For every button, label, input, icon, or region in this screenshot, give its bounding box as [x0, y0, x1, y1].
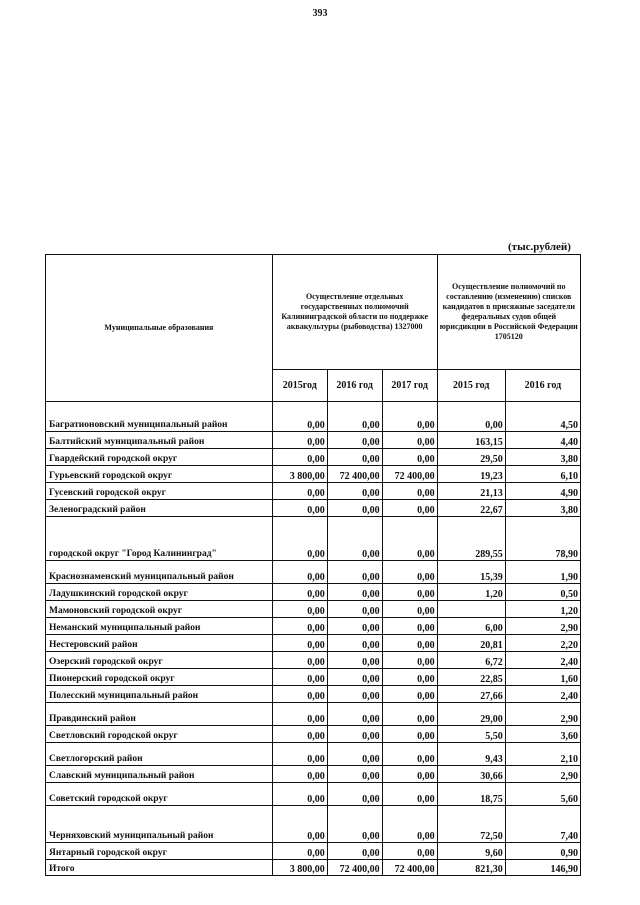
value-cell: 2,20	[505, 635, 580, 652]
value-cell: 2,90	[505, 618, 580, 635]
table-row	[46, 806, 581, 843]
header-group-jurors: Осуществление полномочий по составлению (изменению) списков кандидатов в присяжные заседатели федеральных судов общей юрисдикции в Российской Федерации 1705120	[437, 255, 580, 370]
value-cell: 0,00	[382, 601, 437, 618]
table-row	[46, 652, 581, 669]
value-cell: 2,40	[505, 686, 580, 703]
value-cell: 5,50	[437, 726, 505, 743]
municipality-name: Озерский городской округ	[46, 652, 273, 669]
value-cell: 22,85	[437, 669, 505, 686]
value-cell: 0,90	[505, 843, 580, 860]
value-cell: 0,00	[272, 726, 327, 743]
value-cell: 0,00	[272, 601, 327, 618]
value-cell: 6,72	[437, 652, 505, 669]
table-row	[46, 584, 581, 601]
municipality-name: городской округ "Город Калининград"	[46, 517, 273, 561]
municipality-name: Славский муниципальный район	[46, 766, 273, 783]
municipality-name: Ладушкинский городской округ	[46, 584, 273, 601]
value-cell: 0,00	[382, 402, 437, 432]
value-cell: 0,00	[437, 402, 505, 432]
value-cell: 0,00	[327, 618, 382, 635]
value-cell: 0,00	[327, 601, 382, 618]
value-cell: 19,23	[437, 466, 505, 483]
value-cell: 3,60	[505, 726, 580, 743]
table-row	[46, 500, 581, 517]
budget-table	[45, 254, 581, 876]
value-cell: 0,00	[382, 432, 437, 449]
value-cell: 0,00	[382, 517, 437, 561]
value-cell: 4,90	[505, 483, 580, 500]
value-cell: 2,90	[505, 703, 580, 726]
municipality-name: Гвардейский городской округ	[46, 449, 273, 466]
municipality-name: Советский городской округ	[46, 783, 273, 806]
table-row	[46, 561, 581, 584]
value-cell: 0,00	[382, 686, 437, 703]
value-cell: 4,40	[505, 432, 580, 449]
value-cell: 0,00	[382, 561, 437, 584]
table-row	[46, 766, 581, 783]
value-cell: 0,00	[272, 618, 327, 635]
value-cell: 22,67	[437, 500, 505, 517]
municipality-name: Светловский городской округ	[46, 726, 273, 743]
value-cell: 0,00	[327, 669, 382, 686]
value-cell: 0,00	[272, 743, 327, 766]
value-cell: 0,00	[272, 402, 327, 432]
value-cell: 20,81	[437, 635, 505, 652]
value-cell: 0,00	[382, 652, 437, 669]
table-row	[46, 449, 581, 466]
value-cell: 0,00	[272, 449, 327, 466]
value-cell: 0,00	[382, 703, 437, 726]
value-cell: 3,80	[505, 500, 580, 517]
value-cell: 0,00	[327, 561, 382, 584]
value-cell: 0,00	[382, 743, 437, 766]
value-cell: 0,00	[272, 561, 327, 584]
header-municipalities: Муниципальные образования	[46, 255, 273, 402]
page-number: 393	[312, 8, 328, 19]
table-body	[46, 402, 581, 876]
value-cell: 0,00	[272, 432, 327, 449]
municipality-name: Правдинский район	[46, 703, 273, 726]
value-cell: 0,00	[382, 843, 437, 860]
value-cell: 72 400,00	[382, 466, 437, 483]
header-year: 2015 год	[437, 370, 505, 402]
value-cell: 0,50	[505, 584, 580, 601]
value-cell: 0,00	[327, 726, 382, 743]
table-row	[46, 466, 581, 483]
municipality-name: Краснознаменский муниципальный район	[46, 561, 273, 584]
value-cell: 9,60	[437, 843, 505, 860]
value-cell: 0,00	[382, 783, 437, 806]
value-cell: 30,66	[437, 766, 505, 783]
value-cell: 0,00	[327, 806, 382, 843]
total-row	[46, 860, 581, 876]
total-value: 72 400,00	[382, 860, 437, 876]
value-cell: 29,00	[437, 703, 505, 726]
value-cell: 0,00	[272, 703, 327, 726]
value-cell: 1,20	[505, 601, 580, 618]
value-cell: 0,00	[382, 669, 437, 686]
value-cell: 0,00	[272, 669, 327, 686]
municipality-name: Янтарный городской округ	[46, 843, 273, 860]
value-cell: 0,00	[327, 783, 382, 806]
value-cell: 0,00	[327, 652, 382, 669]
table-row	[46, 635, 581, 652]
value-cell: 0,00	[327, 635, 382, 652]
municipality-name: Гусевский городской округ	[46, 483, 273, 500]
total-value: 821,30	[437, 860, 505, 876]
value-cell: 163,15	[437, 432, 505, 449]
municipality-name: Светлогорский район	[46, 743, 273, 766]
value-cell: 0,00	[327, 703, 382, 726]
value-cell: 0,00	[327, 432, 382, 449]
municipality-name: Черняховский муниципальный район	[46, 806, 273, 843]
municipality-name: Неманский муниципальный район	[46, 618, 273, 635]
value-cell: 0,00	[382, 500, 437, 517]
value-cell: 0,00	[327, 517, 382, 561]
value-cell: 2,90	[505, 766, 580, 783]
value-cell: 0,00	[327, 402, 382, 432]
municipality-name: Гурьевский городской округ	[46, 466, 273, 483]
value-cell: 0,00	[382, 726, 437, 743]
value-cell: 72 400,00	[327, 466, 382, 483]
value-cell: 0,00	[327, 686, 382, 703]
value-cell: 0,00	[272, 584, 327, 601]
municipality-name: Пионерский городской округ	[46, 669, 273, 686]
value-cell: 6,00	[437, 618, 505, 635]
value-cell	[437, 601, 505, 618]
table-row	[46, 703, 581, 726]
table-row	[46, 517, 581, 561]
value-cell: 0,00	[327, 743, 382, 766]
value-cell: 0,00	[382, 584, 437, 601]
value-cell: 21,13	[437, 483, 505, 500]
value-cell: 0,00	[382, 766, 437, 783]
header-year: 2016 год	[505, 370, 580, 402]
value-cell: 6,10	[505, 466, 580, 483]
header-group-aquaculture: Осуществление отдельных государственных полномочий Калининградской области по поддержке аквакультуры (рыбоводства) 1327000	[272, 255, 437, 370]
value-cell: 0,00	[327, 449, 382, 466]
value-cell: 0,00	[382, 449, 437, 466]
municipality-name: Багратионовский муниципальный район	[46, 402, 273, 432]
value-cell: 0,00	[272, 783, 327, 806]
value-cell: 18,75	[437, 783, 505, 806]
total-label: Итого	[46, 860, 273, 876]
table-row	[46, 669, 581, 686]
value-cell: 0,00	[327, 843, 382, 860]
value-cell: 78,90	[505, 517, 580, 561]
value-cell: 289,55	[437, 517, 505, 561]
value-cell: 0,00	[382, 635, 437, 652]
value-cell: 0,00	[327, 584, 382, 601]
value-cell: 27,66	[437, 686, 505, 703]
value-cell: 9,43	[437, 743, 505, 766]
municipality-name: Зеленоградский район	[46, 500, 273, 517]
value-cell: 0,00	[272, 483, 327, 500]
value-cell: 29,50	[437, 449, 505, 466]
table-row	[46, 783, 581, 806]
total-value: 146,90	[505, 860, 580, 876]
table-row	[46, 686, 581, 703]
value-cell: 5,60	[505, 783, 580, 806]
value-cell: 1,20	[437, 584, 505, 601]
value-cell: 72,50	[437, 806, 505, 843]
value-cell: 3,80	[505, 449, 580, 466]
table-row	[46, 726, 581, 743]
table-row	[46, 601, 581, 618]
units-label: (тыс.рублей)	[508, 241, 571, 253]
value-cell: 1,60	[505, 669, 580, 686]
table-row	[46, 432, 581, 449]
value-cell: 1,90	[505, 561, 580, 584]
municipality-name: Нестеровский район	[46, 635, 273, 652]
value-cell: 7,40	[505, 806, 580, 843]
table-row	[46, 743, 581, 766]
value-cell: 0,00	[327, 483, 382, 500]
value-cell: 0,00	[272, 500, 327, 517]
value-cell: 0,00	[272, 766, 327, 783]
value-cell: 2,10	[505, 743, 580, 766]
value-cell: 15,39	[437, 561, 505, 584]
value-cell: 0,00	[272, 686, 327, 703]
value-cell: 0,00	[272, 635, 327, 652]
municipality-name: Мамоновский городской округ	[46, 601, 273, 618]
municipality-name: Полесский муниципальный район	[46, 686, 273, 703]
header-year: 2017 год	[382, 370, 437, 402]
table-row	[46, 618, 581, 635]
value-cell: 0,00	[272, 806, 327, 843]
total-value: 3 800,00	[272, 860, 327, 876]
table-row	[46, 483, 581, 500]
value-cell: 3 800,00	[272, 466, 327, 483]
value-cell: 0,00	[382, 483, 437, 500]
value-cell: 0,00	[272, 843, 327, 860]
value-cell: 0,00	[382, 806, 437, 843]
municipality-name: Балтийский муниципальный район	[46, 432, 273, 449]
value-cell: 0,00	[382, 618, 437, 635]
header-year: 2015год	[272, 370, 327, 402]
header-year: 2016 год	[327, 370, 382, 402]
value-cell: 0,00	[327, 500, 382, 517]
value-cell: 0,00	[272, 652, 327, 669]
value-cell: 2,40	[505, 652, 580, 669]
value-cell: 4,50	[505, 402, 580, 432]
table-row	[46, 402, 581, 432]
value-cell: 0,00	[272, 517, 327, 561]
value-cell: 0,00	[327, 766, 382, 783]
total-value: 72 400,00	[327, 860, 382, 876]
table-row	[46, 843, 581, 860]
